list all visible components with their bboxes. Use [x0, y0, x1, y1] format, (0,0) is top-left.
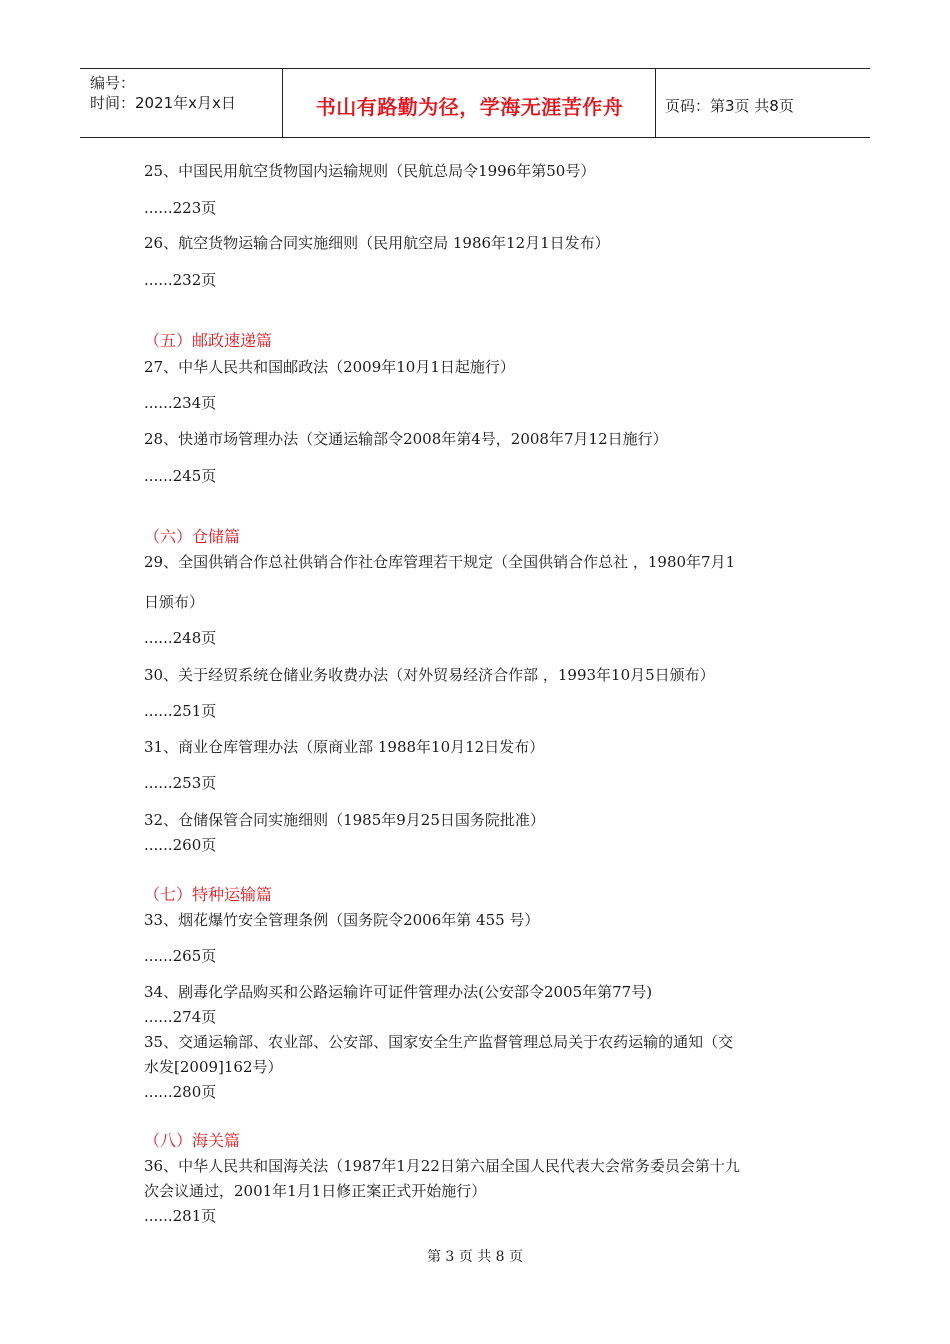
toc-entry: 34、剧毒化学品购买和公路运输许可证件管理办法(公安部令2005年第77号): [144, 983, 653, 1001]
toc-entry: 33、烟花爆竹安全管理条例（国务院令2006年第 455 号）: [144, 911, 540, 929]
header-page-label: 页码：第3页 共8页: [665, 97, 794, 115]
page-footer: 第 3 页 共 8 页: [426, 1249, 524, 1265]
toc-page-ref: ......245页: [144, 467, 217, 485]
toc-entry: 32、仓储保管合同实施细则（1985年9月25日国务院批准）: [144, 811, 545, 829]
toc-entry: 35、交通运输部、农业部、公安部、国家安全生产监督管理总局关于农药运输的通知（交: [144, 1033, 734, 1051]
toc-page-ref: ......234页: [144, 394, 217, 412]
toc-entry: 27、中华人民共和国邮政法（2009年10月1日起施行）: [144, 358, 515, 376]
toc-page-ref: ......274页: [144, 1008, 217, 1026]
toc-entry: 26、航空货物运输合同实施细则（民用航空局 1986年12月1日发布）: [144, 234, 610, 252]
toc-page-ref: ......260页: [144, 836, 217, 854]
header-meta: [90, 73, 236, 113]
toc-entry: 28、快递市场管理办法（交通运输部令2008年第4号，2008年7月12日施行）: [144, 430, 668, 448]
section-heading: （八）海关篇: [144, 1131, 241, 1150]
section-heading: （七）特种运输篇: [144, 885, 273, 904]
toc-entry: 31、商业仓库管理办法（原商业部 1988年10月12日发布）: [144, 738, 545, 756]
toc-entry: 36、中华人民共和国海关法（1987年1月22日第六届全国人民代表大会常务委员会第十九: [144, 1157, 740, 1175]
toc-page-ref: ......253页: [144, 774, 217, 792]
header-motto: 书山有路勤为径，学海无涯苦作舟: [315, 95, 624, 119]
doc-time-label: 时间：2021年x月x日: [90, 94, 236, 112]
toc-page-ref: ......223页: [144, 199, 217, 217]
toc-entry-continued: 日颁布）: [144, 593, 205, 611]
toc-entry-continued: 水发[2009]162号）: [144, 1058, 283, 1076]
section-heading: （五）邮政速递篇: [144, 331, 273, 350]
toc-page-ref: ......265页: [144, 947, 217, 965]
toc-entry: 30、关于经贸系统仓储业务收费办法（对外贸易经济合作部 ，1993年10月5日颁布）: [144, 666, 715, 684]
toc-page-ref: ......232页: [144, 271, 217, 289]
toc-page-ref: ......280页: [144, 1083, 217, 1101]
toc-page-ref: ......281页: [144, 1207, 217, 1225]
doc-number-label: 编号：: [90, 74, 136, 92]
section-heading: （六）仓储篇: [144, 527, 241, 546]
toc-entry-continued: 次会议通过，2001年1月1日修正案正式开始施行）: [144, 1182, 487, 1200]
page-header: [80, 68, 870, 138]
toc-entry: 29、全国供销合作总社供销合作社仓库管理若干规定（全国供销合作总社 ，1980年7月1: [144, 553, 736, 571]
toc-page-ref: ......251页: [144, 702, 217, 720]
toc-entry: 25、中国民用航空货物国内运输规则（民航总局令1996年第50号）: [144, 162, 596, 180]
toc-page-ref: ......248页: [144, 629, 217, 647]
